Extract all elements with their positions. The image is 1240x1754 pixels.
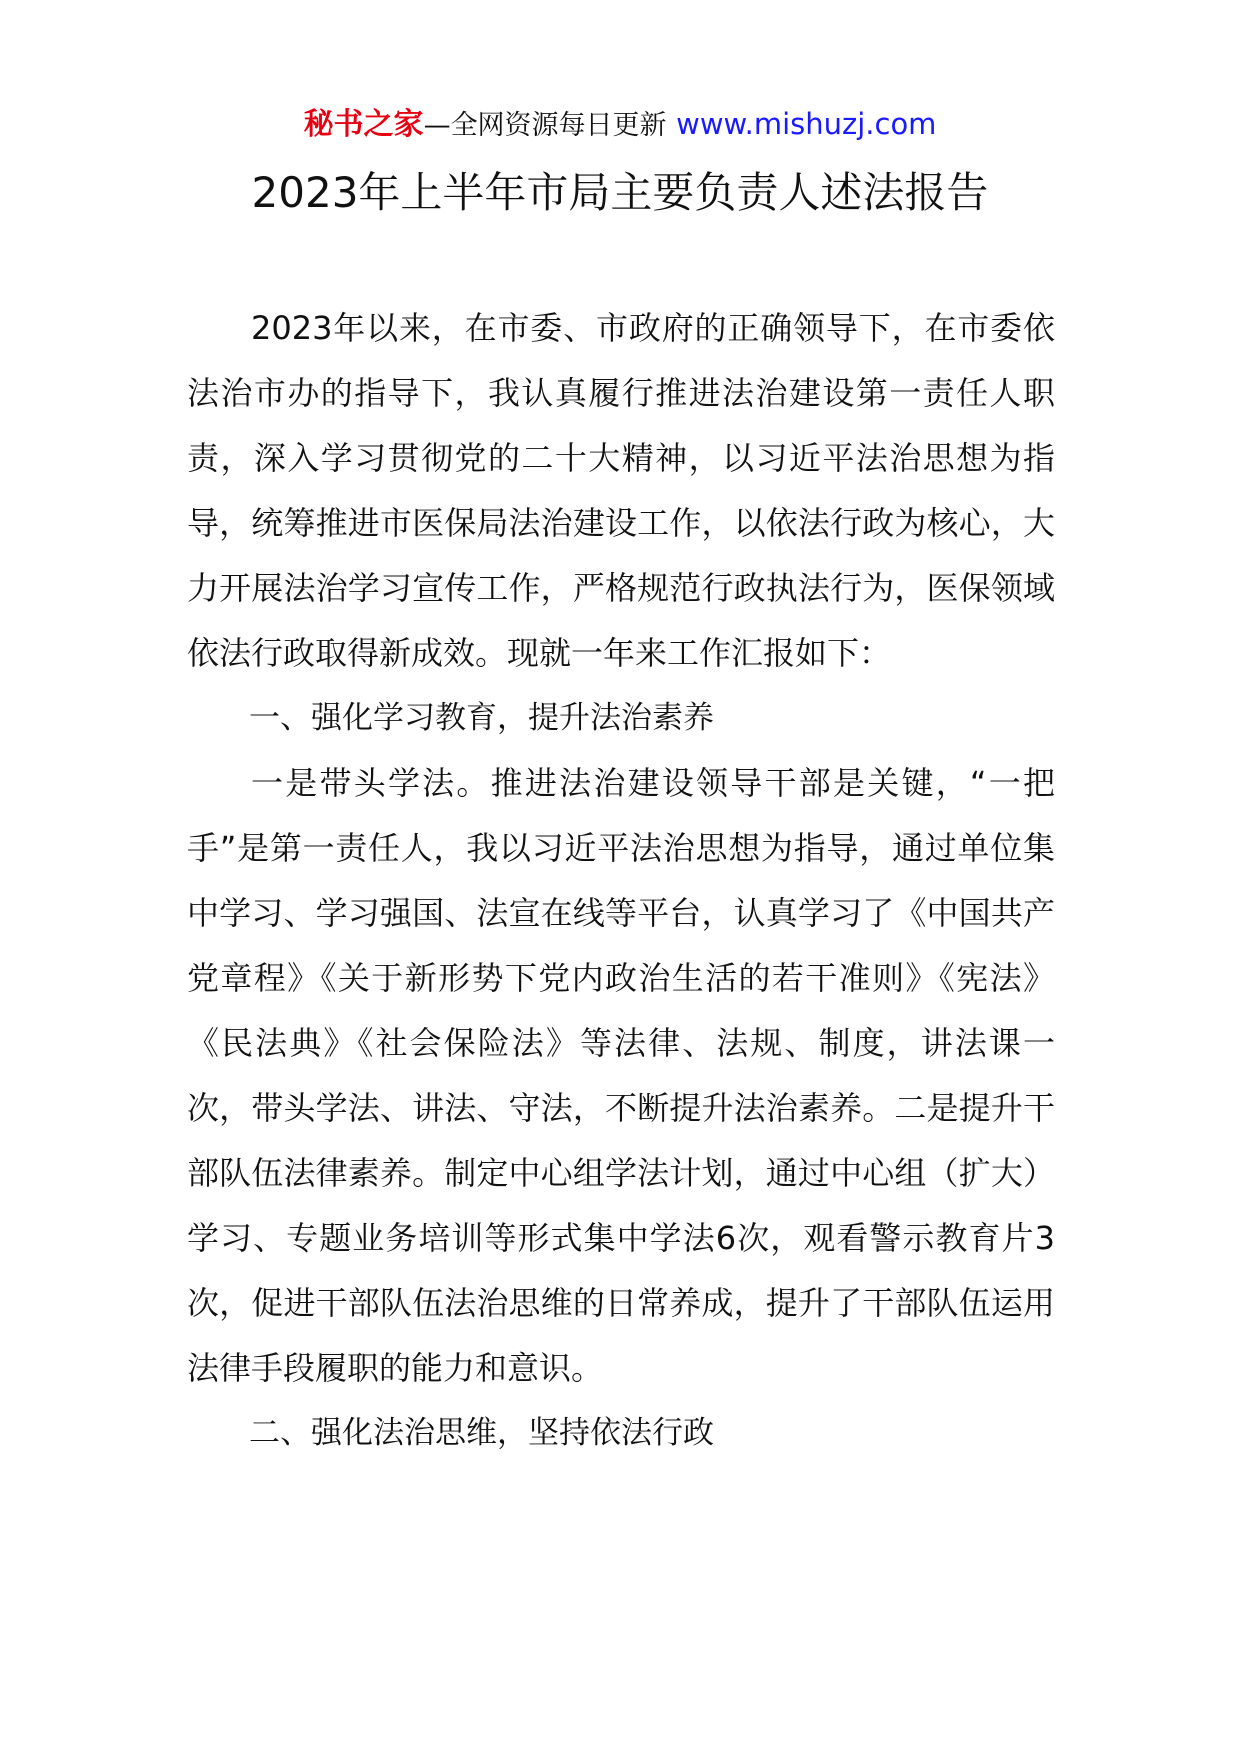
document-body bbox=[187, 296, 1055, 1466]
section-2-heading: 二、强化法治思维，坚持依法行政 bbox=[249, 1415, 714, 1451]
site-banner bbox=[0, 104, 1240, 146]
intro-paragraph: 2023年以来，在市委、市政府的正确领导下，在市委依法治市办的指导下，我认真履行推进法治建设第一责任人职责，深入学习贯彻党的二十大精神，以习近平法治思想为指导，统筹推进市医保局法治建设工作，以依法行政为核心，大力开展法治学习宣传工作，严格规范行政执法行为，医保领域依法行政取得新成效。现就一年来工作汇报如下： bbox=[187, 309, 1055, 672]
site-url-link[interactable]: www.mishuzj.com bbox=[676, 107, 937, 141]
section-1-heading: 一、强化学习教育，提升法治素养 bbox=[249, 700, 714, 736]
site-slogan: —全网资源每日更新 bbox=[423, 110, 667, 141]
section-1-paragraph: 一是带头学法。推进法治建设领导干部是关键，“一把手”是第一责任人，我以习近平法治思想为指导，通过单位集中学习、学习强国、法宣在线等平台，认真学习了《中国共产党章程》《关于新形势下党内政治生活的若干准则》《宪法》《民法典》《社会保险法》等法律、法规、制度，讲法课一次，带头学法、讲法、守法，不断提升法治素养。二是提升干部队伍法律素养。制定中心组学法计划，通过中心组（扩大）学习、专题业务培训等形式集中学法6次，观看警示教育片3次，促进干部队伍法治思维的日常养成，提升了干部队伍运用法律手段履职的能力和意识。 bbox=[187, 764, 1055, 1387]
site-name: 秘书之家 bbox=[303, 107, 424, 142]
document-title: 2023年上半年市局主要负责人述法报告 bbox=[251, 168, 989, 217]
